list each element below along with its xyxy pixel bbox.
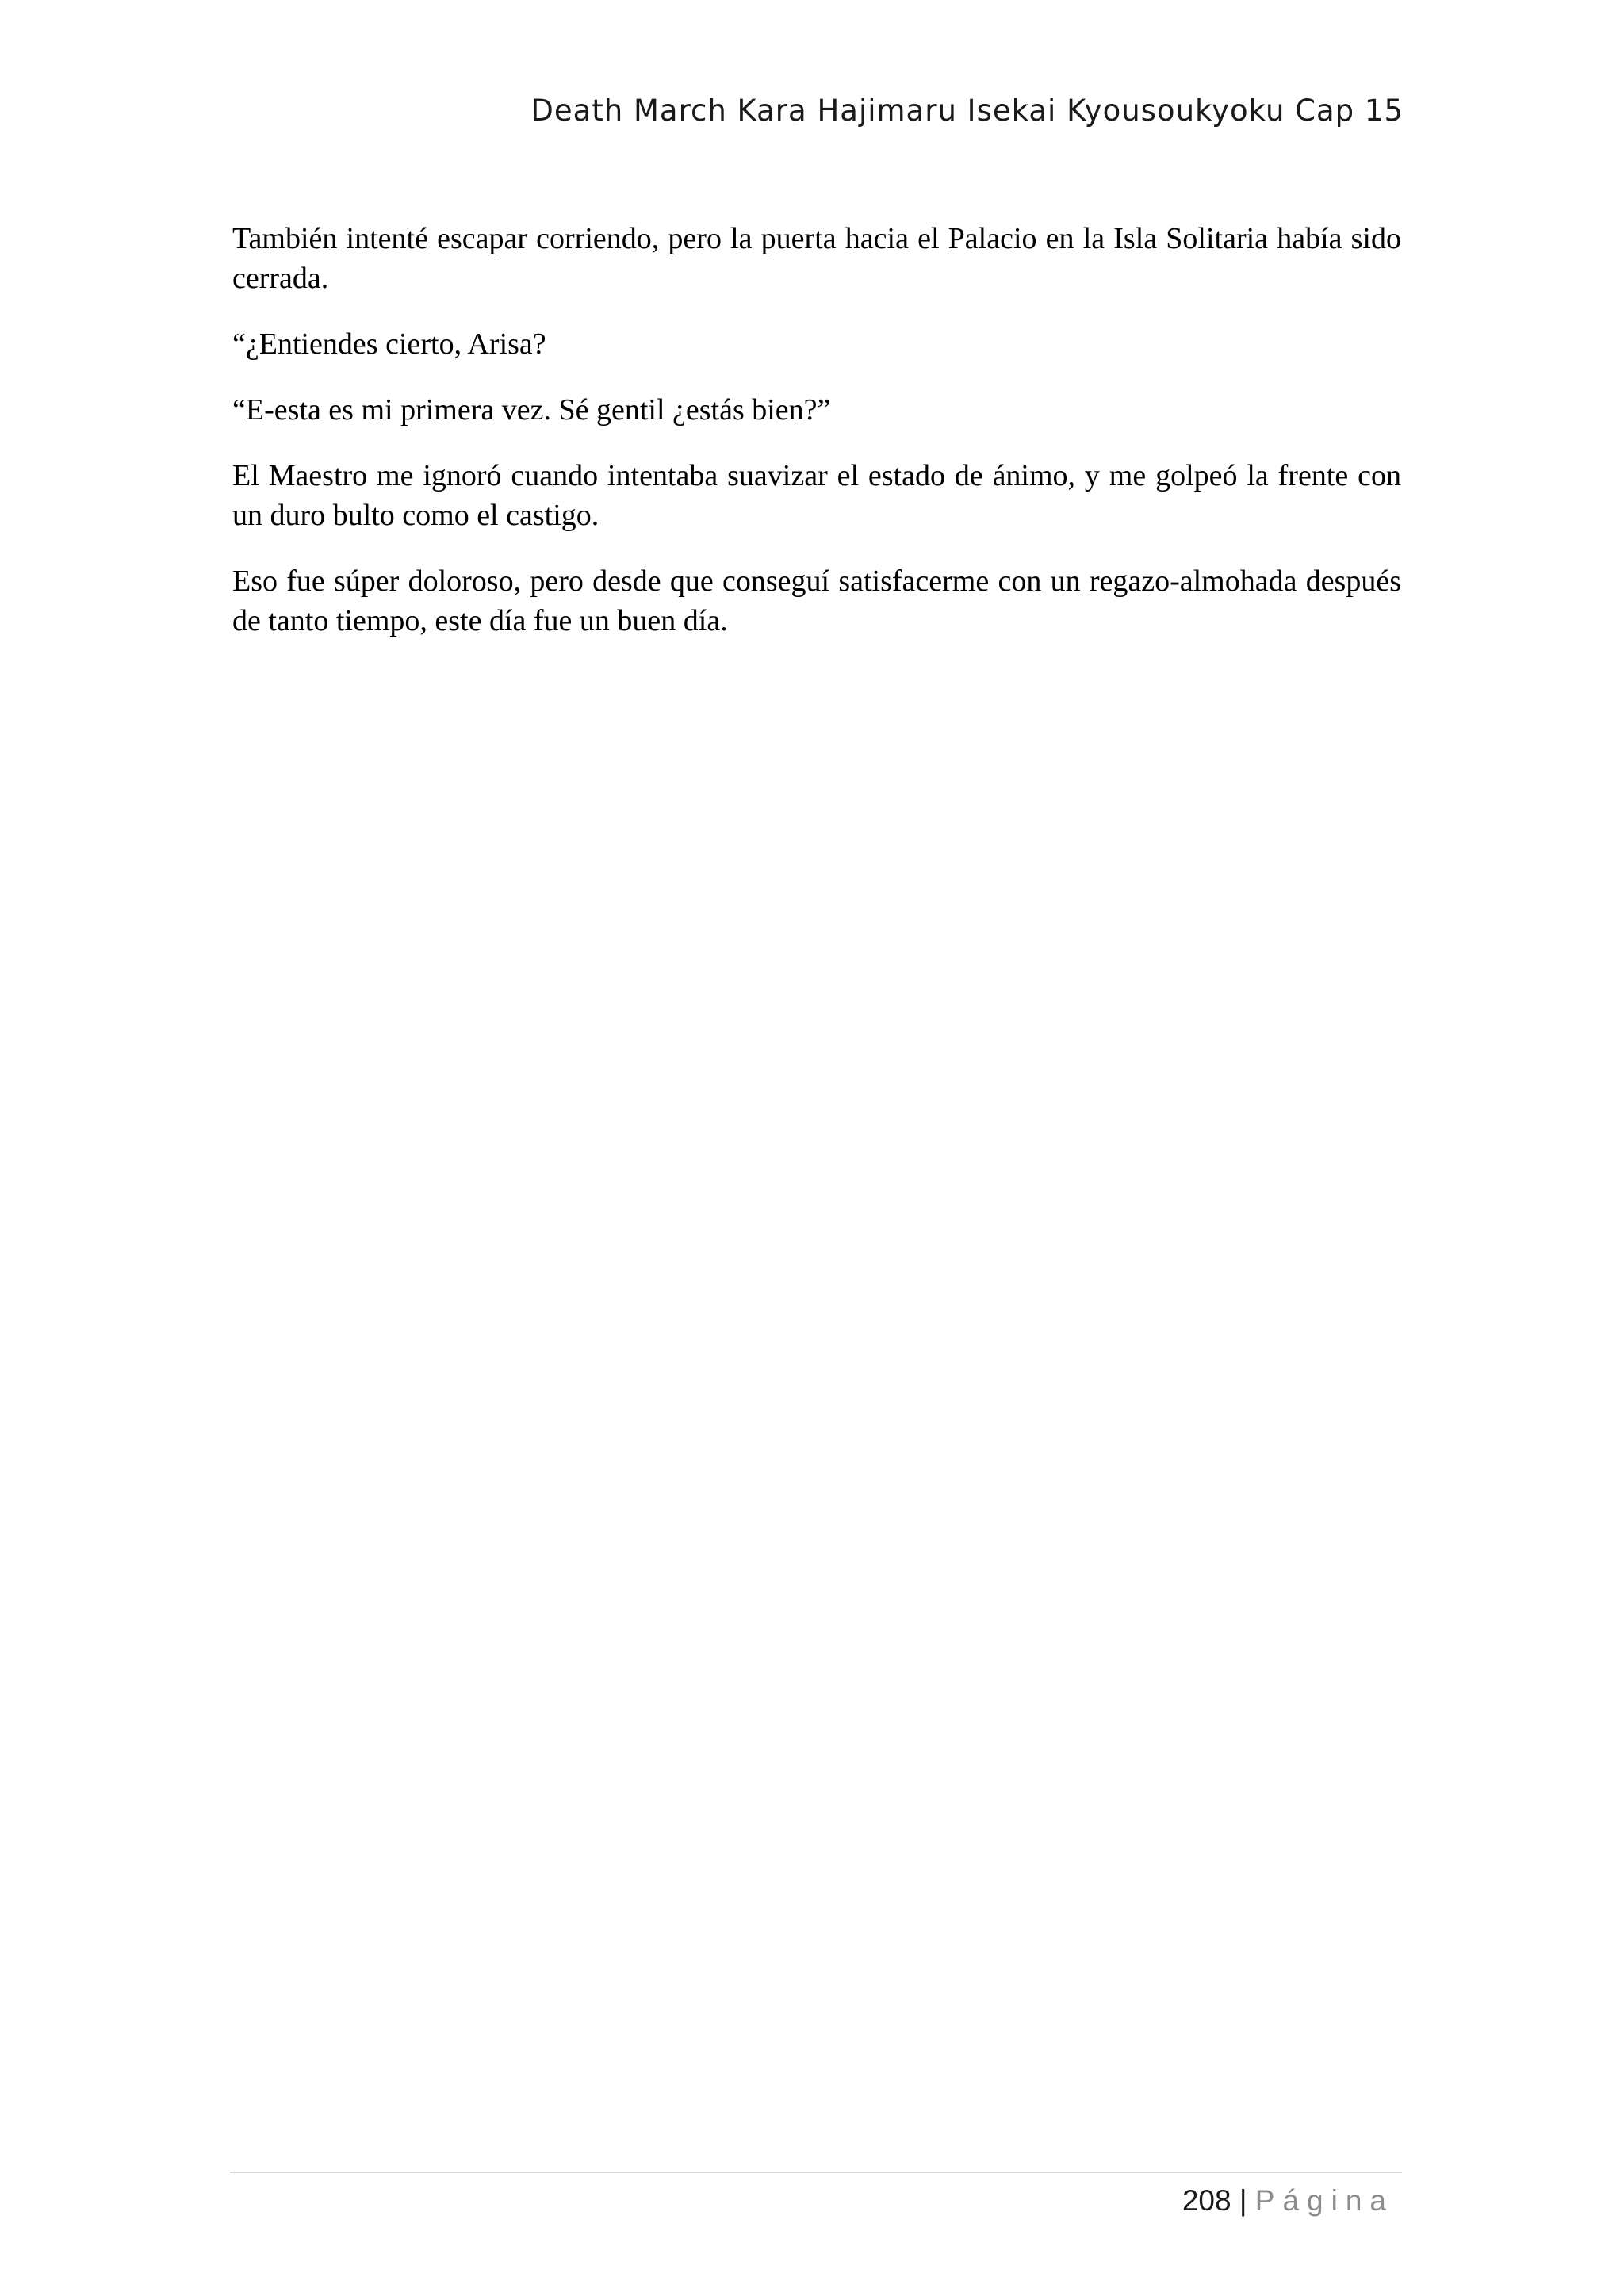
footer-separator: |	[1239, 2184, 1247, 2217]
paragraph: También intenté escapar corriendo, pero la puerta hacia el Palacio en la Isla Solitaria había sido cerrada.	[232, 222, 1401, 295]
footer-divider	[230, 2172, 1402, 2173]
body-text	[232, 219, 1401, 667]
page-number: 208	[1182, 2184, 1231, 2217]
running-header: Death March Kara Hajimaru Isekai Kyousoukyoku Cap 15	[530, 94, 1404, 128]
paragraph: El Maestro me ignoró cuando intentaba suavizar el estado de ánimo, y me golpeó la frente con un duro bulto como el castigo.	[232, 459, 1401, 532]
paragraph: “¿Entiendes cierto, Arisa?	[232, 327, 546, 361]
page-label: Página	[1254, 2184, 1394, 2217]
paragraph: “E-esta es mi primera vez. Sé gentil ¿estás bien?”	[232, 393, 831, 427]
paragraph: Eso fue súper doloroso, pero desde que conseguí satisfacerme con un regazo-almohada después de tanto tiempo, este día fue un buen día.	[232, 564, 1401, 637]
page-footer	[230, 2184, 1394, 2218]
